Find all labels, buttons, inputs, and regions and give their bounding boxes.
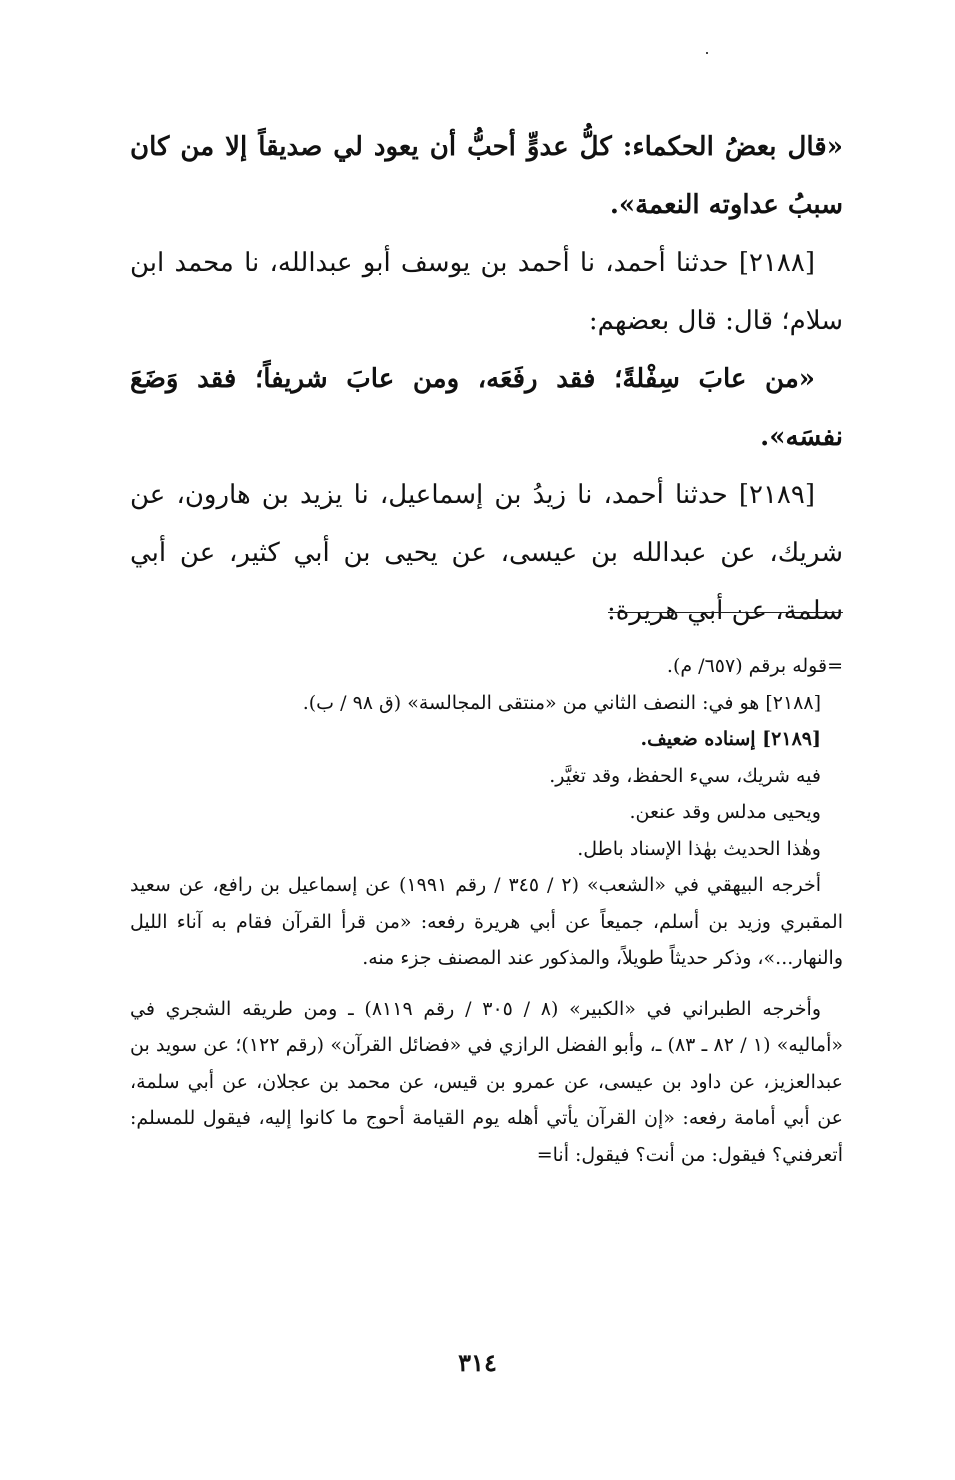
main-text <box>130 118 843 640</box>
quote-paragraph-2: «من عابَ سِفْلةً؛ فقد رفَعَه، ومن عابَ شريفاً؛ فقد وَضَعَ نفسَه». <box>130 364 843 452</box>
quote-paragraph-1: «قال بعضُ الحكماء: كلُّ عدوٍّ أحبُّ أن يعود لي صديقاً إلا من كان سببُ عداوته النعمة». <box>130 132 843 220</box>
footnote-continuation: =قوله برقم (٦٥٧/ م). <box>666 655 843 677</box>
footnote-line: ويحيى مدلس وقد عنعن. <box>629 801 821 823</box>
footnote-line: وهٰذا الحديث بهٰذا الإسناد باطل. <box>577 837 821 860</box>
footnotes <box>130 648 843 1173</box>
footnote-2189-heading: [٢١٨٩] إسناده ضعيف. <box>640 728 821 750</box>
hadith-2188: [٢١٨٨] حدثنا أحمد، نا أحمد بن يوسف أبو عبدالله، نا محمد ابن سلام؛ قال: قال بعضهم: <box>130 248 843 336</box>
footnote-line: فيه شريك، سيء الحفظ، وقد تغيَّر. <box>549 764 821 787</box>
hadith-2189: [٢١٨٩] حدثنا أحمد، نا زيدُ بن إسماعيل، نا يزيد بن هارون، عن شريك، عن عبدالله بن عيسى، عن يحيى بن أبي كثير، عن أبي سلمة، عن أبي هريرة: <box>130 480 843 626</box>
footnote-paragraph: وأخرجه الطبراني في «الكبير» (٨ / ٣٠٥ / رقم ٨١١٩) ـ ومن طريقه الشجري في «أماليه» (١ / ٨٢ ـ ٨٣) ـ، وأبو الفضل الرازي في «فضائل القرآن» (رقم ١٢٢)؛ عن سويد بن عبدالعزيز، عن داود بن عيسى، عن عمرو بن قيس، عن محمد بن عجلان، عن أبي سلمة، عن أبي أمامة رفعه: «إن القرآن يأتي أهله يوم القيامة أحوج ما كانوا إليه، فيقول للمسلم: أتعرفني؟ فيقول: من أنت؟ فيقول: أنا= <box>130 997 844 1166</box>
speck <box>706 52 708 54</box>
footnote-separator <box>608 612 843 613</box>
footnote-2188: [٢١٨٨] هو في: النصف الثاني من «منتقى المجالسة» (ق ٩٨ / ب). <box>302 691 821 714</box>
footnote-paragraph: أخرجه البيهقي في «الشعب» (٢ / ٣٤٥ / رقم ١٩٩١) عن إسماعيل بن رافع، عن سعيد المقبري وزيد بن أسلم، جميعاً عن أبي هريرة رفعه: «من قرأ القرآن فقام به آناء الليل والنهار...»، وذكر حديثاً طويلاً، والمذكور عند المصنف جزء منه. <box>130 874 843 969</box>
page-number: ٣١٤ <box>458 1348 497 1377</box>
